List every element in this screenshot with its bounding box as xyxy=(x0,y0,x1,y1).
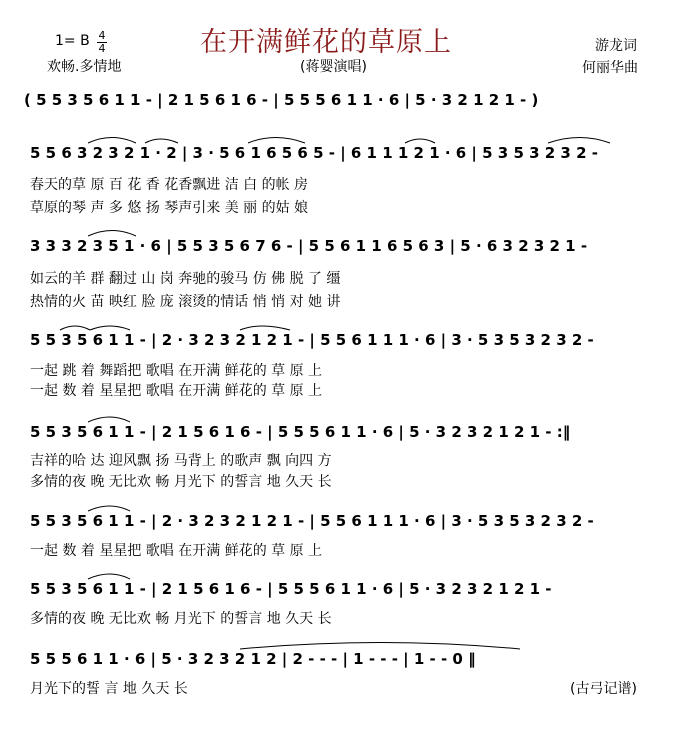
lyric-verse-1: 一起 数 着 星星把 歌唱 在开满 鲜花的 草 原 上 xyxy=(30,543,323,559)
lyricist-credit: 游龙词 xyxy=(595,38,637,54)
lyric-verse-1: 一起 跳 着 舞蹈把 歌唱 在开满 鲜花的 草 原 上 xyxy=(30,363,323,379)
time-bottom: 4 xyxy=(98,42,106,55)
key-signature: 1= B xyxy=(55,33,90,49)
time-top: 4 xyxy=(98,29,106,42)
music-line: 5 5 5 6 1 1 · 6 | 5 · 3 2 3 2 1 2 | 2 - - - | 1 - - - | 1 - - 0 ‖ xyxy=(30,650,476,668)
lyric-verse-1: 多情的夜 晚 无比欢 畅 月光下 的誓言 地 久天 长 xyxy=(30,611,332,627)
music-line: 5 5 3 5 6 1 1 - | 2 1 5 6 1 6 - | 5 5 5 6 1 1 · 6 | 5 · 3 2 3 2 1 2 1 - xyxy=(30,580,552,598)
music-line: 5 5 3 5 6 1 1 - | 2 1 5 6 1 6 - | 5 5 5 6 1 1 · 6 | 5 · 3 2 3 2 1 2 1 - :‖ xyxy=(30,423,571,441)
singer-credit: (蒋婴演唱) xyxy=(300,59,367,75)
lyric-verse-1: 春天的草 原 百 花 香 花香飘进 洁 白 的帐 房 xyxy=(30,177,309,193)
mood-marking: 欢畅.多情地 xyxy=(47,59,122,75)
music-line: 3 3 3 2 3 5 1 · 6 | 5 5 3 5 6 7 6 - | 5 5 6 1 1 6 5 6 3 | 5 · 6 3 2 3 2 1 - xyxy=(30,237,588,255)
lyric-verse-2: 一起 数 着 星星把 歌唱 在开满 鲜花的 草 原 上 xyxy=(30,383,323,399)
lyric-verse-2: 热情的火 苗 映红 脸 庞 滚烫的情话 悄 悄 对 她 讲 xyxy=(30,294,341,310)
music-line: ( 5 5 3 5 6 1 1 - | 2 1 5 6 1 6 - | 5 5 5 6 1 1 · 6 | 5 · 3 2 1 2 1 - ) xyxy=(24,91,539,109)
music-line: 5 5 3 5 6 1 1 - | 2 · 3 2 3 2 1 2 1 - | 5 5 6 1 1 1 · 6 | 3 · 5 3 5 3 2 3 2 - xyxy=(30,331,594,349)
music-line: 5 5 6 3 2 3 2 1 · 2 | 3 · 5 6 1 6 5 6 5 - | 6 1 1 1 2 1 · 6 | 5 3 5 3 2 3 2 - xyxy=(30,144,598,162)
lyric-verse-1: 月光下的誓 言 地 久天 长 xyxy=(30,681,188,697)
composer-credit: 何丽华曲 xyxy=(582,60,638,76)
transcriber-credit: (古弓记谱) xyxy=(570,681,637,697)
song-title: 在开满鲜花的草原上 xyxy=(200,27,452,58)
lyric-verse-1: 如云的羊 群 翻过 山 岗 奔驰的骏马 仿 佛 脱 了 缰 xyxy=(30,271,341,287)
lyric-verse-2: 草原的琴 声 多 悠 扬 琴声引来 美 丽 的姑 娘 xyxy=(30,200,309,216)
music-line: 5 5 3 5 6 1 1 - | 2 · 3 2 3 2 1 2 1 - | 5 5 6 1 1 1 · 6 | 3 · 5 3 5 3 2 3 2 - xyxy=(30,512,594,530)
lyric-verse-1: 吉祥的哈 达 迎风飘 扬 马背上 的歌声 飘 向四 方 xyxy=(30,453,332,469)
lyric-verse-2: 多情的夜 晚 无比欢 畅 月光下 的誓言 地 久天 长 xyxy=(30,474,332,490)
